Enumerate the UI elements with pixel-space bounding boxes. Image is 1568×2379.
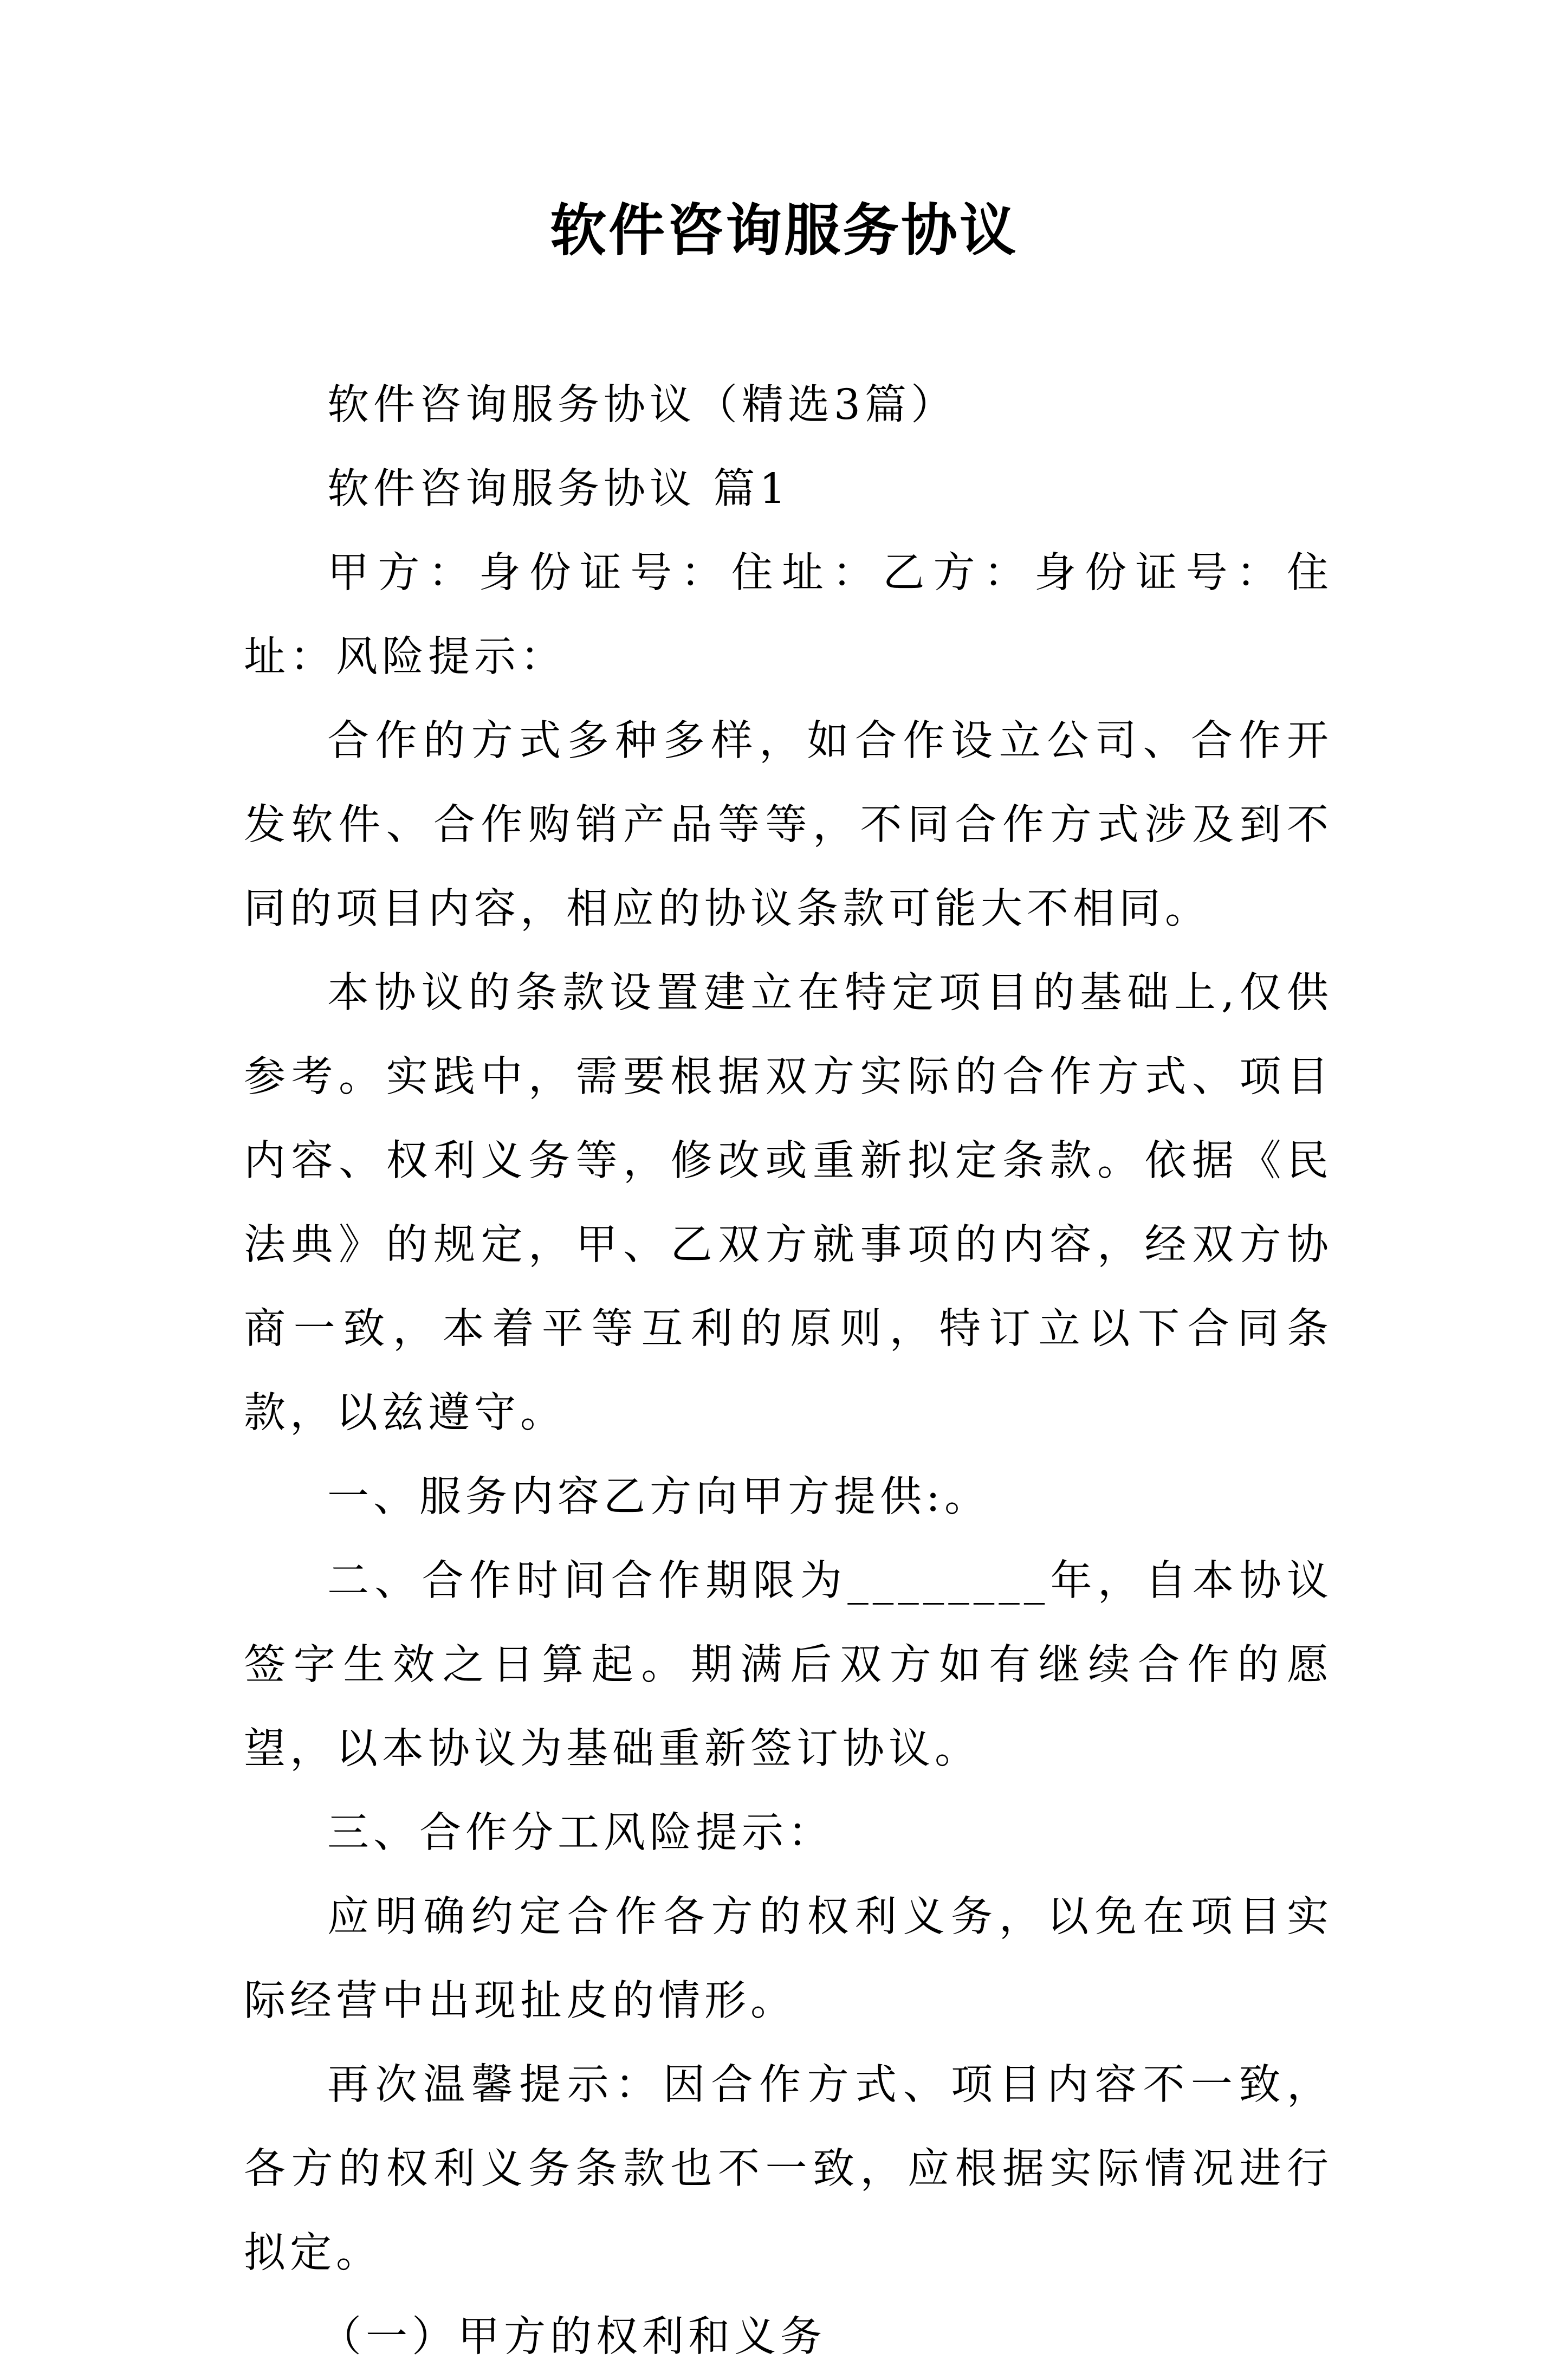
paragraph-party-a-rights: （一）甲方的权利和义务 <box>320 2313 826 2361</box>
document-title: 软件咨询服务协议 <box>549 197 1018 263</box>
paragraph-rights-note: 应明确约定合作各方的权利义务，以免在项目实际经营中出现扯皮的情形。 <box>244 1893 1333 2025</box>
paragraph-terms-basis: 本协议的条款设置建立在特定项目的基础上,仅供参考。实践中，需要根据双方实际的合作方式、项目内容、权利义务等，修改或重新拟定条款。依据《民法典》的规定，甲、乙双方就事项的内容，经双方协商一致，本着平等互利的原则，特订立以下合同条款，以兹遵守。 <box>244 969 1333 1437</box>
paragraph-clause-duration: 二、合作时间合作期限为________年，自本协议签字生效之日算起。期满后双方如有继续合作的愿望，以本协议为基础重新签订协议。 <box>244 1557 1333 1773</box>
paragraph-clause-division: 三、合作分工风险提示： <box>327 1809 834 1857</box>
paragraph-clause-service: 一、服务内容乙方向甲方提供:。 <box>327 1473 990 1521</box>
paragraph-reminder: 再次温馨提示：因合作方式、项目内容不一致，各方的权利义务条款也不一致，应根据实际情况进行拟定。 <box>244 2061 1333 2277</box>
document-body <box>244 363 1333 2379</box>
paragraph-section-heading: 软件咨询服务协议 篇1 <box>327 465 791 513</box>
paragraph-subtitle: 软件咨询服务协议（精选3篇） <box>327 381 957 429</box>
paragraph-cooperation-forms: 合作的方式多种多样，如合作设立公司、合作开发软件、合作购销产品等等，不同合作方式涉及到不同的项目内容，相应的协议条款可能大不相同。 <box>244 717 1333 933</box>
paragraph-parties: 甲方：身份证号：住址：乙方：身份证号：住址：风险提示： <box>244 549 1333 681</box>
